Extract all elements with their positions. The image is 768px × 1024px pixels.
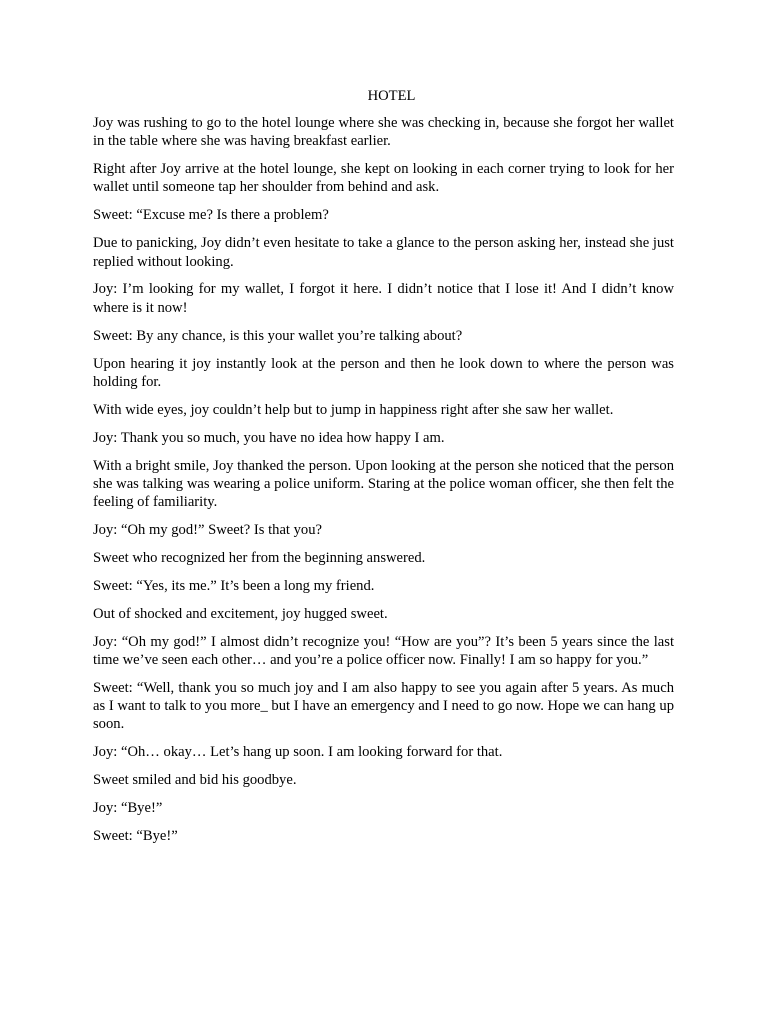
paragraph: Sweet: “Yes, its me.” It’s been a long my friend.	[93, 577, 375, 594]
paragraph: Sweet: “Excuse me? Is there a problem?	[93, 207, 329, 224]
paragraph: Joy: Thank you so much, you have no idea how happy I am.	[93, 429, 445, 446]
paragraph: Out of shocked and excitement, joy hugged sweet.	[93, 605, 388, 622]
paragraph: Upon hearing it joy instantly look at the person and then he look down to where the person was holding for.	[93, 355, 674, 390]
paragraph: Joy was rushing to go to the hotel lounge where she was checking in, because she forgot her wallet in the table where she was having breakfast earlier.	[93, 115, 674, 150]
paragraph: Joy: “Oh my god!” Sweet? Is that you?	[93, 521, 322, 538]
document-body	[93, 86, 674, 845]
paragraph: Joy: “Oh… okay… Let’s hang up soon. I am looking forward for that.	[93, 744, 503, 761]
document-title: HOTEL	[367, 88, 416, 104]
paragraph: Right after Joy arrive at the hotel lounge, she kept on looking in each corner trying to look for her wallet until someone tap her shoulder from behind and ask.	[93, 161, 674, 196]
paragraph: Sweet: “Well, thank you so much joy and I am also happy to see you again after 5 years. As much as I want to talk to you more_ but I have an emergency and I need to go now. Hope we can hang up soon.	[93, 679, 674, 733]
paragraph: Joy: “Bye!”	[93, 800, 163, 816]
paragraph: Sweet: By any chance, is this your wallet you’re talking about?	[93, 327, 463, 344]
paragraph: Sweet smiled and bid his goodbye.	[93, 772, 297, 789]
paragraph: With wide eyes, joy couldn’t help but to jump in happiness right after she saw her wallet.	[93, 401, 614, 418]
paragraph: Sweet: “Bye!”	[93, 827, 178, 844]
paragraph: With a bright smile, Joy thanked the person. Upon looking at the person she noticed that the person she was talking was wearing a police uniform. Staring at the police woman officer, she then felt the feeling of familiarity.	[93, 457, 674, 511]
paragraph: Due to panicking, Joy didn’t even hesitate to take a glance to the person asking her, instead she just replied without looking.	[93, 235, 674, 270]
paragraph: Joy: I’m looking for my wallet, I forgot it here. I didn’t notice that I lose it! And I didn’t know where is it now!	[93, 281, 674, 316]
paragraph: Joy: “Oh my god!” I almost didn’t recognize you! “How are you”? It’s been 5 years since the last time we’ve seen each other… and you’re a police officer now. Finally! I am so happy for you.”	[93, 633, 674, 668]
paragraph: Sweet who recognized her from the beginning answered.	[93, 549, 426, 566]
